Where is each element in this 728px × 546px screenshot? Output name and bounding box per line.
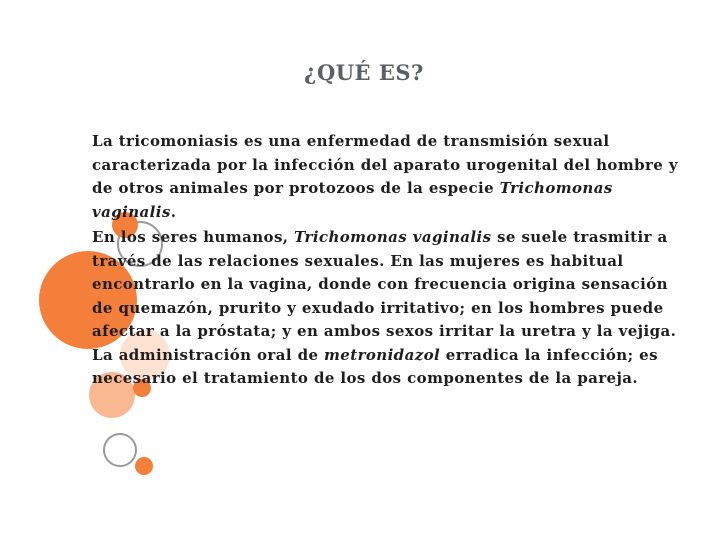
scientific-name: Trichomonas vaginalis bbox=[92, 179, 613, 221]
slide-title: ¿QUÉ ES? bbox=[304, 60, 424, 85]
text-segment: En los seres humanos, bbox=[92, 228, 295, 246]
text-segment: . bbox=[170, 202, 177, 221]
small-outline-circle-bottom bbox=[104, 434, 136, 466]
text-segment: La tricomoniasis es una enfermedad de transmisión sexual caracterizada por la infección del aparato urogenital del hombre y de otros animales por protozoos de la especie bbox=[92, 132, 678, 197]
slide-body bbox=[92, 130, 682, 391]
paragraph-transmission bbox=[92, 226, 682, 391]
small-orange-circle-bottom bbox=[135, 457, 153, 475]
text-segment: se suele trasmitir a través de las relaciones sexuales. En las mujeres es habitual encontrarlo en la vagina, donde con frecuencia origina sensación de quemazón, prurito y exudado irritativo; en los hombres puede afectar a la próstata; y en ambos sexos irritar la uretra y la vejiga. La administración oral de bbox=[92, 228, 677, 364]
drug-name: metronidazol bbox=[324, 345, 441, 364]
scientific-name: Trichomonas vaginalis bbox=[294, 228, 492, 246]
paragraph-definition bbox=[92, 130, 682, 224]
text-segment: erradica la infección; es necesario el tratamiento de los dos componentes de la pareja. bbox=[92, 345, 658, 387]
